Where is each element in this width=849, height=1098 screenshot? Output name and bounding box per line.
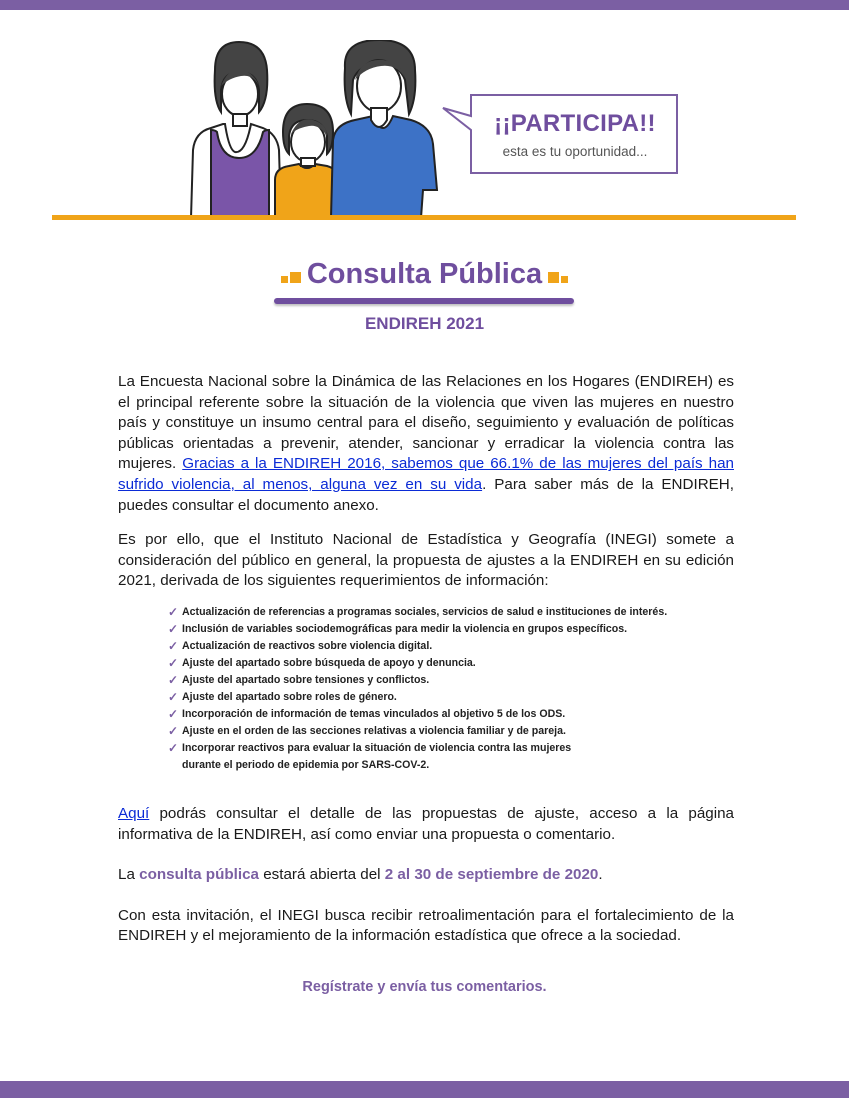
aqui-link[interactable]: Aquí bbox=[118, 804, 150, 822]
right-woman-figure bbox=[331, 40, 437, 218]
check-icon: ✓ bbox=[168, 723, 179, 738]
check-icon: ✓ bbox=[168, 706, 179, 721]
participa-title: ¡¡PARTICIPA!! bbox=[494, 110, 656, 137]
ground-line bbox=[52, 215, 796, 220]
list-item-text: Ajuste en el orden de las secciones relativas a violencia familiar y de pareja. bbox=[182, 724, 566, 737]
body-content bbox=[118, 372, 734, 947]
heading-block bbox=[0, 258, 849, 291]
orange-square-icon bbox=[290, 272, 301, 283]
orange-square-icon bbox=[281, 276, 288, 283]
women-illustration bbox=[183, 40, 443, 218]
list-item bbox=[168, 638, 734, 655]
orange-square-icon bbox=[548, 272, 559, 283]
list-item-text: Ajuste del apartado sobre tensiones y conflictos. bbox=[182, 673, 430, 686]
bottom-bar bbox=[0, 1081, 849, 1098]
list-item-text: Incorporación de información de temas vinculados al objetivo 5 de los ODS. bbox=[182, 707, 566, 720]
register-cta[interactable]: Regístrate y envía tus comentarios. bbox=[302, 979, 547, 995]
check-icon: ✓ bbox=[168, 621, 179, 636]
title-underline bbox=[274, 298, 574, 304]
list-item bbox=[168, 723, 734, 740]
closing-paragraph: Con esta invitación, el INEGI busca recibir retroalimentación para el fortalecimiento de la ENDIREH y el mejoramiento de la información estadística que ofrece a la sociedad. bbox=[118, 906, 734, 945]
dates-paragraph bbox=[118, 865, 734, 886]
top-bar bbox=[0, 0, 849, 10]
check-icon: ✓ bbox=[168, 638, 179, 653]
intro-paragraph bbox=[118, 372, 734, 516]
list-item bbox=[168, 740, 734, 774]
page-title bbox=[281, 258, 568, 291]
check-icon: ✓ bbox=[168, 689, 179, 704]
participa-subtitle: esta es tu oportunidad... bbox=[502, 144, 648, 159]
intro-text: La Encuesta Nacional sobre la Dinámica de las Relaciones en los Hogares (ENDIREH) es el principal referente sobre la situación de la violencia que viven las mujeres en nuestro país y constituye un insumo central para el diseño, seguimiento y evaluación de políticas públicas orientadas a prevenir, atender, sancionar y erradicar la violencia contra las mujeres. bbox=[118, 373, 734, 473]
details-text: podrás consultar el detalle de las propuestas de ajuste, acceso a la página informativa de la ENDIREH, así como enviar una propuesta o comentario. bbox=[118, 804, 734, 843]
list-item-text: Ajuste del apartado sobre roles de género. bbox=[182, 690, 397, 703]
intro-text-end: . Para saber más de la ENDIREH, puedes consultar el documento anexo. bbox=[118, 475, 734, 514]
list-item-text: Actualización de reactivos sobre violencia digital. bbox=[182, 639, 433, 652]
requirements-list bbox=[168, 604, 734, 774]
dates-text: La bbox=[118, 866, 140, 884]
dates-highlight: 2 al 30 de septiembre de 2020 bbox=[384, 866, 599, 884]
dates-text: . bbox=[598, 866, 603, 884]
list-item-text: Incorporar reactivos para evaluar la situación de violencia contra las mujeres durante el periodo de epidemia por SARS-COV-2. bbox=[182, 741, 572, 771]
consulta-highlight: consulta pública bbox=[139, 866, 259, 884]
list-item bbox=[168, 655, 734, 672]
list-item-text: Ajuste del apartado sobre búsqueda de apoyo y denuncia. bbox=[182, 656, 476, 669]
list-item bbox=[168, 604, 734, 621]
dates-text: estará abierta del bbox=[258, 866, 385, 884]
list-item bbox=[168, 706, 734, 723]
list-item bbox=[168, 621, 734, 638]
check-icon: ✓ bbox=[168, 604, 179, 619]
list-item bbox=[168, 672, 734, 689]
details-paragraph bbox=[118, 804, 734, 845]
check-icon: ✓ bbox=[168, 672, 179, 687]
list-item bbox=[168, 689, 734, 706]
list-item-text: Inclusión de variables sociodemográficas para medir la violencia en grupos específicos. bbox=[182, 622, 628, 635]
statistic-link[interactable]: Gracias a la ENDIREH 2016, sabemos que 66.1% de las mujeres del país han sufrido violencia, al menos, alguna vez en su vida bbox=[118, 455, 734, 493]
page-subtitle: ENDIREH 2021 bbox=[364, 314, 485, 333]
context-paragraph: Es por ello, que el Instituto Nacional de Estadística y Geografía (INEGI) somete a consideración del público en general, la propuesta de ajustes a la ENDIREH en su edición 2021, derivada de los siguientes requerimientos de información: bbox=[118, 531, 734, 590]
page-title-text: Consulta Pública bbox=[306, 258, 543, 290]
check-icon: ✓ bbox=[168, 655, 179, 670]
check-icon: ✓ bbox=[168, 740, 179, 755]
list-item-text: Actualización de referencias a programas sociales, servicios de salud e instituciones de interés. bbox=[182, 605, 668, 618]
orange-square-icon bbox=[561, 276, 568, 283]
left-woman-figure bbox=[191, 42, 281, 218]
